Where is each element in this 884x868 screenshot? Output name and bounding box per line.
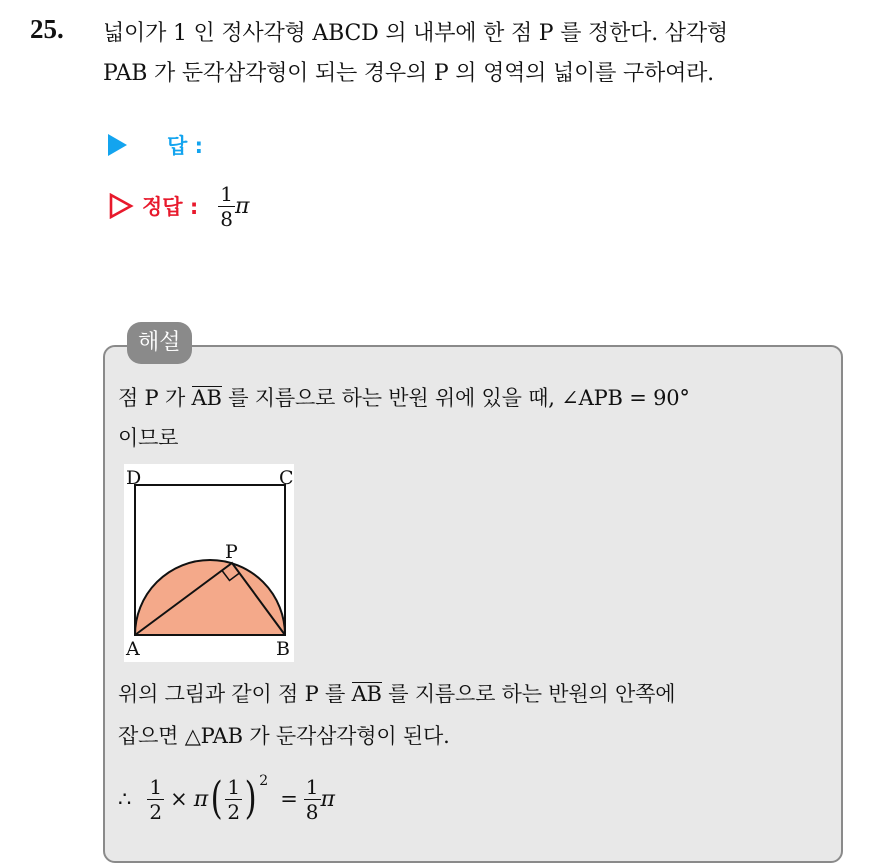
- label-c: C: [279, 467, 294, 489]
- question-text: [103, 14, 873, 94]
- label-d: D: [126, 467, 142, 489]
- correct-answer-row: [108, 176, 249, 236]
- triangle-outline-icon: [108, 193, 134, 219]
- solution-line-1-prefix: 점 P 가: [118, 386, 186, 410]
- pi-symbol-3: π: [320, 786, 335, 812]
- open-paren: (: [210, 773, 223, 824]
- solution-line-3-prefix: 위의 그림과 같이 점 P 를: [118, 682, 346, 706]
- close-paren: ): [244, 773, 257, 824]
- correct-answer-label: 정답 :: [142, 195, 199, 219]
- solution-line-1: [118, 378, 690, 418]
- solution-line-3: [118, 674, 675, 714]
- question-number: 25.: [30, 14, 64, 44]
- figure-diagram: [124, 464, 294, 662]
- equals-symbol: =: [280, 787, 298, 811]
- result-numerator: 1: [305, 774, 319, 799]
- correct-answer-value: [218, 182, 249, 231]
- conclusion-formula: [118, 764, 335, 834]
- inner-half-denominator: 2: [227, 799, 241, 824]
- result-fraction: [304, 775, 321, 824]
- label-p: P: [225, 541, 238, 563]
- solution-line-1-suffix: 를 지름으로 하는 반원 위에 있을 때, ∠APB = 90°: [228, 386, 690, 410]
- pi-symbol: π: [235, 193, 250, 219]
- segment-ab: AB: [191, 386, 222, 410]
- answer-label: 답 :: [167, 134, 203, 158]
- semicircle-region: [135, 560, 285, 635]
- answer-row: [108, 128, 203, 162]
- exponent: 2: [259, 773, 269, 789]
- correct-answer-fraction: [218, 182, 235, 231]
- therefore-symbol: ∴: [118, 787, 132, 811]
- result-denominator: 8: [305, 799, 319, 824]
- half-numerator: 1: [149, 774, 163, 799]
- fraction-denominator: 8: [220, 206, 234, 231]
- solution-tag: 해설: [127, 322, 192, 364]
- solution-line-3-suffix: 를 지름으로 하는 반원의 안쪽에: [388, 682, 676, 706]
- pi-symbol-2: π: [193, 786, 209, 812]
- label-b: B: [276, 638, 290, 660]
- play-icon: [108, 134, 127, 156]
- square-semicircle-figure: [124, 464, 294, 662]
- segment-ab-2: AB: [351, 682, 382, 706]
- inner-half-numerator: 1: [227, 774, 241, 799]
- question-line-2: PAB 가 둔각삼각형이 되는 경우의 P 의 영역의 넓이를 구하여라.: [103, 61, 714, 86]
- times-symbol: ×: [170, 787, 188, 811]
- solution-line-4: 잡으면 △PAB 가 둔각삼각형이 된다.: [118, 724, 450, 748]
- label-a: A: [126, 638, 140, 660]
- fraction-numerator: 1: [220, 181, 234, 206]
- half-fraction: [147, 775, 164, 824]
- half-denominator: 2: [149, 799, 163, 824]
- solution-line-2: 이므로: [118, 426, 179, 450]
- inner-half-fraction: [225, 775, 242, 824]
- question-line-1: 넓이가 1 인 정사각형 ABCD 의 내부에 한 점 P 를 정한다. 삼각형: [103, 21, 728, 46]
